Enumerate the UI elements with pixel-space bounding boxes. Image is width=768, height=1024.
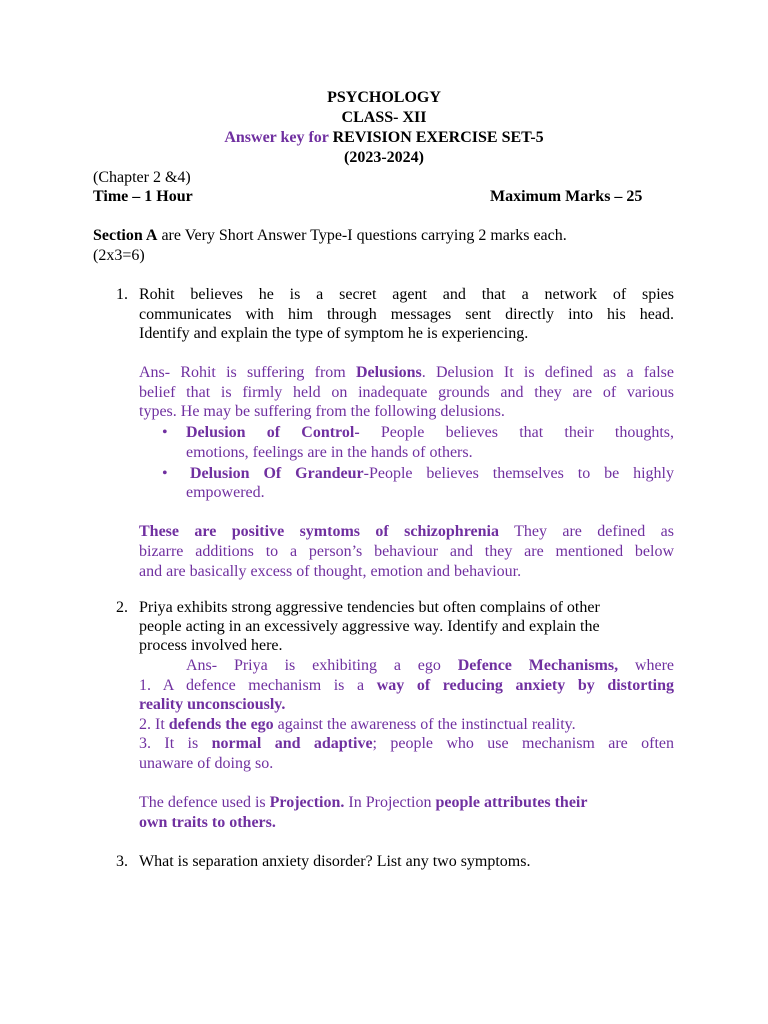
q3-number: 3. — [116, 853, 128, 870]
q1-answer-line-1 — [139, 363, 674, 383]
bullet-2-bold: Delusion Of Grandeur — [190, 465, 364, 482]
bullet-1-bold: Delusion of Control- — [186, 424, 360, 441]
q2-point-2-pre: 2. It — [139, 716, 169, 733]
time-label: Time – 1 Hour — [93, 188, 193, 205]
chapter-label: (Chapter 2 &4) — [93, 169, 191, 186]
q2-defence-line-2: own traits to others. — [139, 814, 276, 831]
q2-point-3-pre: 3. It is — [139, 735, 212, 752]
q2-point-3-post: ; people who use mechanism are often — [372, 735, 675, 752]
q1-positive-text: They are defined as — [498, 523, 675, 540]
bullet-dot: • — [162, 465, 168, 482]
q1-answer-post: . Delusion It is defined as a false — [421, 364, 674, 381]
section-name: Section A — [93, 227, 158, 244]
q1-answer-pre: Ans- Rohit is suffering from — [139, 364, 356, 381]
bullet-2-text: -People believes themselves to be highly — [363, 465, 675, 482]
exercise-name: REVISION EXERCISE SET-5 — [332, 129, 544, 146]
q2-point-1-line-2: reality unconsciously. — [139, 696, 286, 713]
section-scheme: (2x3=6) — [93, 247, 145, 264]
q2-point-2 — [139, 715, 576, 735]
q2-defence-pre: The defence used is — [139, 794, 270, 811]
q2-answer-line-1 — [186, 656, 674, 676]
q2-point-2-post: against the awareness of the instinctual reality. — [273, 716, 576, 733]
q2-defence-bold-2: people attributes their — [435, 794, 588, 811]
q2-number: 2. — [116, 599, 128, 616]
bullet-dot: • — [162, 424, 168, 441]
bullet-2-line-1 — [190, 464, 674, 484]
answer-key-prefix: Answer key for — [224, 129, 333, 146]
q2-line-3: process involved here. — [139, 637, 283, 654]
class-title: CLASS- XII — [341, 109, 427, 126]
q1-positive-line-3: and are basically excess of thought, emotion and behaviour. — [139, 563, 522, 580]
q1-line-2: communicates with him through messages sent directly into his head. — [139, 306, 674, 323]
q2-point-1-pre: 1. A defence mechanism is a — [139, 677, 377, 694]
q2-point-3-bold: normal and adaptive — [211, 735, 373, 752]
section-heading — [93, 226, 567, 246]
q2-line-1: Priya exhibits strong aggressive tendencies but often complains of other — [139, 599, 600, 616]
q2-answer-bold: Defence Mechanisms, — [457, 657, 619, 674]
bullet-2-line-2: empowered. — [186, 484, 265, 501]
q2-point-1-bold: way of reducing anxiety by distorting — [376, 677, 674, 694]
q1-answer-line-3: types. He may be suffering from the following delusions. — [139, 403, 505, 420]
q2-point-1-line-1 — [139, 676, 674, 696]
q1-line-1: Rohit believes he is a secret agent and that a network of spies — [139, 286, 674, 303]
q2-defence-line-1 — [139, 793, 587, 813]
q1-positive-bold: These are positive symtoms of schizophrenia — [139, 523, 499, 540]
year-title: (2023-2024) — [344, 149, 424, 166]
q2-point-3-line-2: unaware of doing so. — [139, 755, 274, 772]
q1-positive-line-2: bizarre additions to a person’s behaviour and they are mentioned below — [139, 543, 674, 560]
bullet-1-line-2: emotions, feelings are in the hands of others. — [186, 444, 473, 461]
q1-positive-line-1 — [139, 522, 674, 542]
q2-point-3-line-1 — [139, 734, 674, 754]
q2-answer-pre: Ans- Priya is exhibiting a ego — [186, 657, 458, 674]
q2-point-2-bold: defends the ego — [168, 716, 274, 733]
q3-text: What is separation anxiety disorder? List any two symptoms. — [139, 853, 531, 870]
q2-line-2: people acting in an excessively aggressive way. Identify and explain the — [139, 618, 600, 635]
section-desc: are Very Short Answer Type-I questions carrying 2 marks each. — [157, 227, 567, 244]
bullet-1-text: People believes that their thoughts, — [359, 424, 675, 441]
q1-answer-line-2: belief that is firmly held on inadequate grounds and they are of various — [139, 384, 674, 401]
marks-label: Maximum Marks – 25 — [490, 188, 643, 205]
subject-title: PSYCHOLOGY — [327, 89, 441, 106]
exercise-title — [0, 128, 768, 148]
q2-defence-bold: Projection. — [269, 794, 345, 811]
q1-answer-bold: Delusions — [355, 364, 422, 381]
q1-number: 1. — [116, 286, 128, 303]
q2-answer-post: where — [618, 657, 674, 674]
q2-defence-mid: In Projection — [344, 794, 436, 811]
q1-line-3: Identify and explain the type of symptom he is experiencing. — [139, 325, 529, 342]
bullet-1-line-1 — [186, 423, 674, 443]
